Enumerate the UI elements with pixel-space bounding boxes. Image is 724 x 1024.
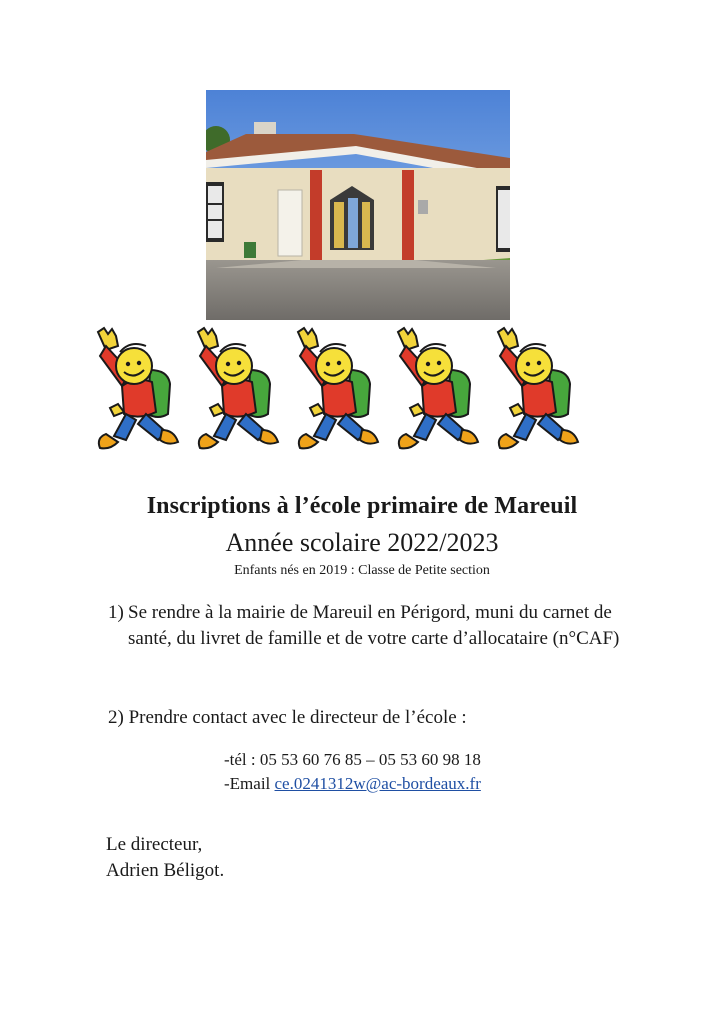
- phone-line: -tél : 05 53 60 76 85 – 05 53 60 98 18: [224, 750, 481, 769]
- email-prefix: -Email: [224, 774, 275, 793]
- mascot-image: [192, 326, 288, 454]
- email-link[interactable]: ce.0241312w@ac-bordeaux.fr: [274, 774, 481, 793]
- step-1-text: Se rendre à la mairie de Mareuil en Périgord, muni du carnet de santé, du livret de famille et de votre carte d’allocataire (n°CAF): [128, 602, 620, 649]
- step-2-number: 2): [108, 707, 124, 728]
- school-year: Année scolaire 2022/2023: [225, 528, 499, 557]
- step-1: [108, 600, 628, 652]
- school-photo: [206, 90, 510, 320]
- mascot-row: [92, 326, 592, 454]
- signature-role: Le directeur,: [106, 834, 203, 855]
- eligibility-note: Enfants nés en 2019 : Classe de Petite section: [234, 563, 490, 578]
- email-line: [224, 772, 481, 796]
- step-2-text: Prendre contact avec le directeur de l’école :: [128, 707, 467, 728]
- signature-block: [106, 832, 224, 884]
- signature-name: Adrien Béligot.: [106, 860, 225, 881]
- contact-block: [224, 748, 481, 796]
- step-1-number: 1): [108, 602, 124, 623]
- mascot-image: [292, 326, 388, 454]
- mascot-image: [92, 326, 188, 454]
- step-2: [108, 705, 467, 731]
- mascot-image: [392, 326, 488, 454]
- mascot-image: [492, 326, 588, 454]
- page-title: Inscriptions à l’école primaire de Mareuil: [146, 493, 578, 519]
